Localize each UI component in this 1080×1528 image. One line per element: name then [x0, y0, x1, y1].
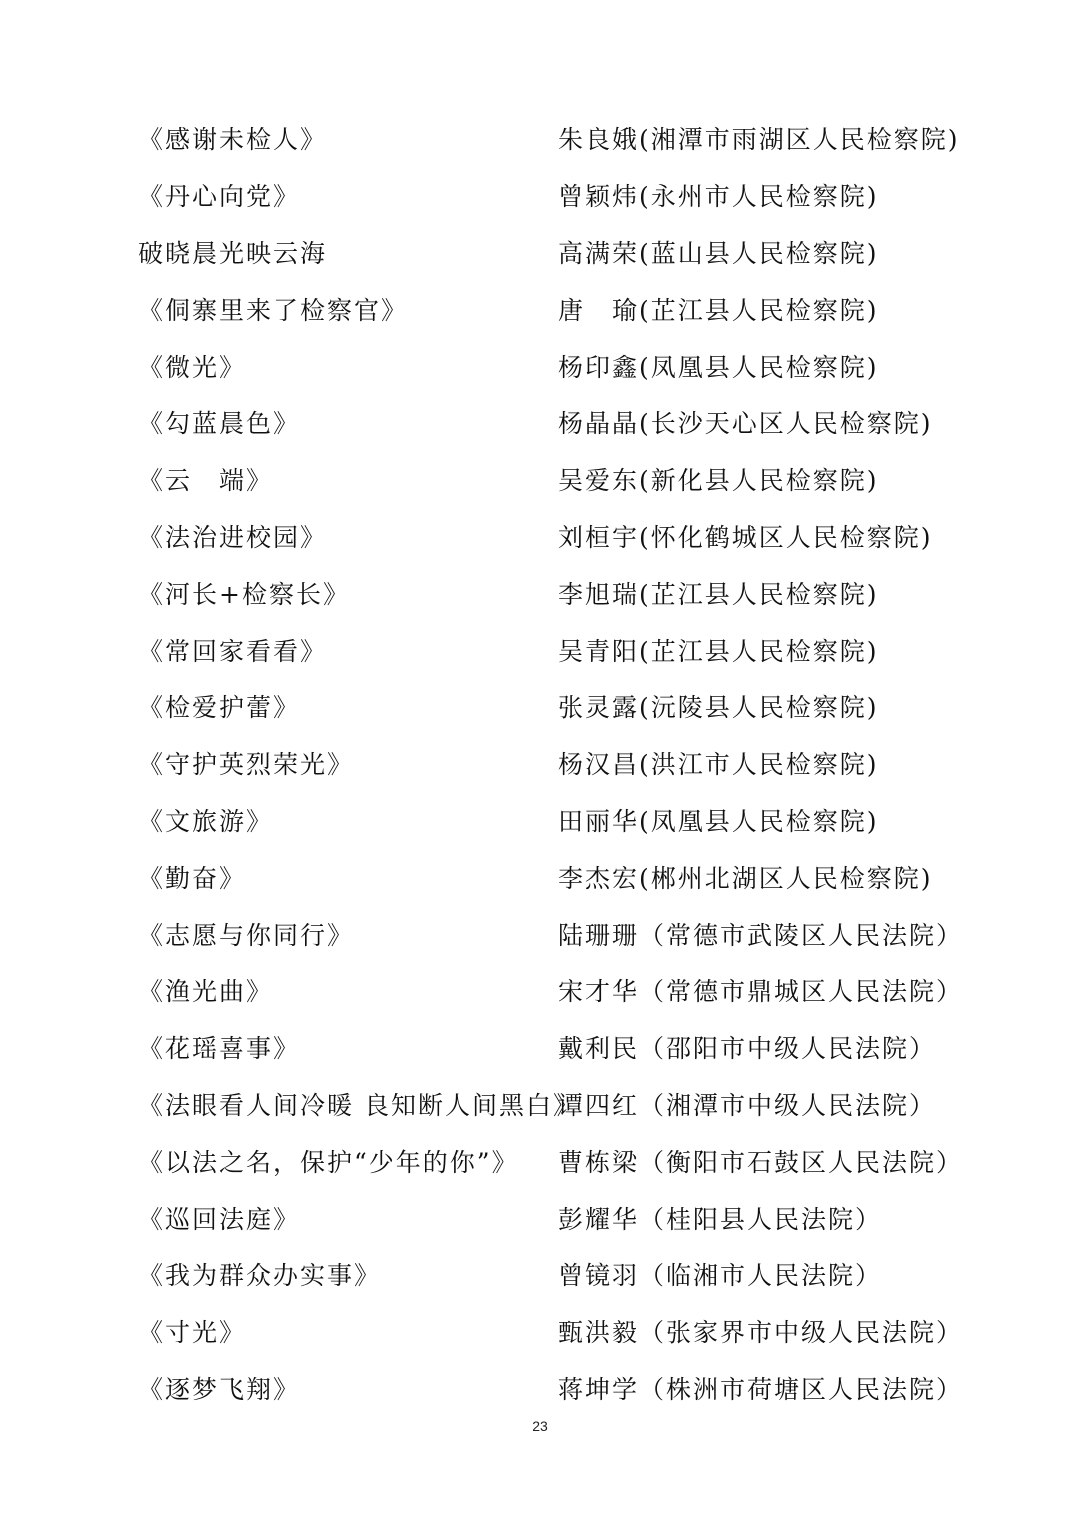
list-item [138, 110, 958, 167]
list-item [138, 678, 958, 735]
entry-author: 杨晶晶(长沙天心区人民检察院) [558, 409, 933, 439]
entry-title: 《守护英烈荣光》 [138, 750, 355, 780]
entry-author: 吴青阳(芷江县人民检察院) [558, 636, 879, 666]
entry-title: 《河长+检察长》 [138, 579, 350, 609]
entry-author: 朱良娥(湘潭市雨湖区人民检察院) [558, 125, 960, 155]
list-item [138, 905, 964, 962]
entry-title: 《感谢未检人》 [138, 125, 328, 155]
page-number: 23 [532, 1418, 548, 1434]
entry-title: 《以法之名，保护“少年的你”》 [138, 1147, 519, 1177]
list-item [138, 848, 958, 905]
entry-author: 陆珊珊（常德市武陵区人民法院） [558, 920, 964, 950]
entry-title: 《法治进校园》 [138, 522, 328, 552]
list-item [138, 451, 958, 508]
entry-title: 《巡回法庭》 [138, 1204, 301, 1234]
entry-title: 《勾蓝晨色》 [138, 409, 301, 439]
entry-list [138, 110, 964, 1416]
list-item [138, 224, 958, 281]
entry-author: 曹栋梁（衡阳市石鼓区人民法院） [558, 1147, 964, 1177]
entry-title: 《文旅游》 [138, 806, 274, 836]
entry-author: 李旭瑞(芷江县人民检察院) [558, 579, 879, 609]
list-item [138, 1189, 958, 1246]
entry-title: 《志愿与你同行》 [138, 920, 355, 950]
list-item [138, 337, 958, 394]
list-item [138, 167, 958, 224]
entry-author: 曾镜羽（临湘市人民法院） [558, 1261, 883, 1291]
list-item [138, 735, 958, 792]
entry-title: 《微光》 [138, 352, 247, 382]
entry-title: 破晓晨光映云海 [138, 238, 328, 268]
list-item [138, 1246, 958, 1303]
entry-author: 田丽华(凤凰县人民检察院) [558, 806, 879, 836]
entry-author: 曾颖炜(永州市人民检察院) [558, 182, 879, 212]
list-item [138, 1303, 964, 1360]
entry-title: 《花瑶喜事》 [138, 1034, 301, 1064]
entry-author: 杨印鑫(凤凰县人民检察院) [558, 352, 879, 382]
entry-author: 宋才华（常德市鼎城区人民法院） [558, 977, 964, 1007]
entry-author: 杨汉昌(洪江市人民检察院) [558, 750, 879, 780]
entry-title: 《渔光曲》 [138, 977, 274, 1007]
entry-title: 《勤奋》 [138, 863, 247, 893]
entry-title: 《丹心向党》 [138, 182, 301, 212]
entry-author: 蒋坤学（株洲市荷塘区人民法院） [558, 1374, 964, 1404]
entry-author: 彭耀华（桂阳县人民法院） [558, 1204, 883, 1234]
list-item [138, 1019, 958, 1076]
entry-title: 《寸光》 [138, 1318, 247, 1348]
entry-author: 高满荣(蓝山县人民检察院) [558, 238, 879, 268]
entry-title: 《常回家看看》 [138, 636, 328, 666]
entry-author: 戴利民（邵阳市中级人民法院） [558, 1034, 937, 1064]
list-item [138, 394, 958, 451]
entry-author: 甄洪毅（张家界市中级人民法院） [558, 1318, 964, 1348]
entry-author: 张灵露(沅陵县人民检察院) [558, 693, 879, 723]
entry-author: 吴爱东(新化县人民检察院) [558, 466, 879, 496]
list-item [138, 621, 958, 678]
entry-author: 唐 瑜(芷江县人民检察院) [558, 295, 879, 325]
entry-title: 《云 端》 [138, 466, 274, 496]
entry-author: 李杰宏(郴州北湖区人民检察院) [558, 863, 933, 893]
entry-title: 《检爱护蕾》 [138, 693, 301, 723]
entry-title: 《法眼看人间冷暖 良知断人间黑白》 [138, 1090, 580, 1120]
list-item [138, 1076, 958, 1133]
entry-title: 《我为群众办实事》 [138, 1261, 382, 1291]
entry-author: 谭四红（湘潭市中级人民法院） [558, 1090, 937, 1120]
list-item [138, 792, 958, 849]
entry-author: 刘桓宇(怀化鹤城区人民检察院) [558, 522, 933, 552]
list-item [138, 962, 964, 1019]
list-item [138, 564, 958, 621]
list-item [138, 280, 958, 337]
list-item [138, 1132, 964, 1189]
entry-title: 《侗寨里来了检察官》 [138, 295, 409, 325]
entry-title: 《逐梦飞翔》 [138, 1374, 301, 1404]
list-item [138, 508, 958, 565]
list-item [138, 1360, 964, 1417]
